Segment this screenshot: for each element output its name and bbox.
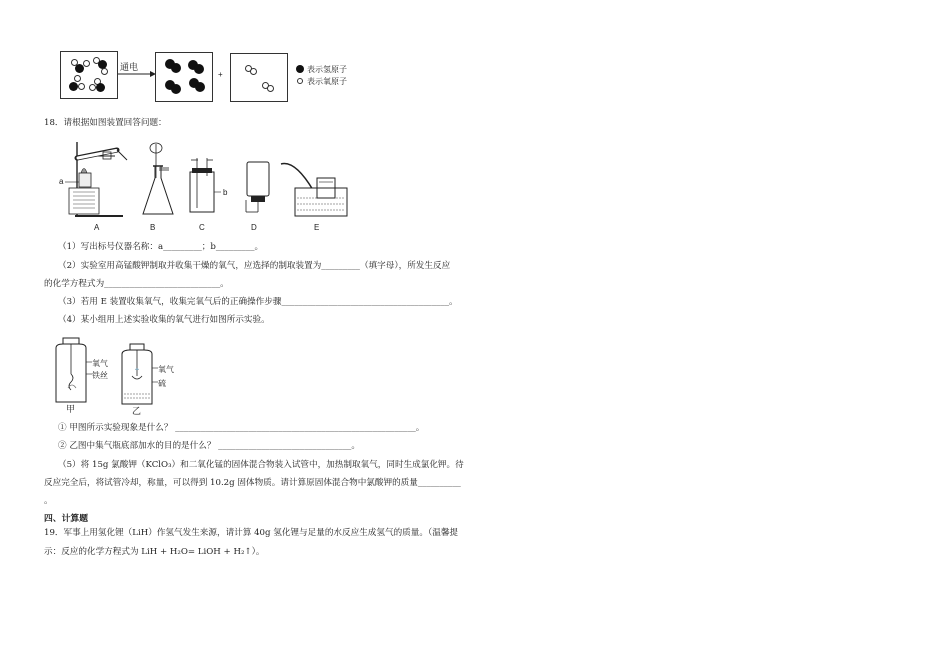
arrow-label: 通电	[120, 62, 139, 72]
q19-line1: 19．军事上用氢化锂（LiH）作氢气发生来源，请计算 40g 氢化锂与足量的水反应生成氢气的质量。（温馨提	[44, 528, 459, 538]
hydrogen-atom-icon	[296, 65, 304, 73]
label-A: A	[94, 223, 100, 232]
q18-part5-line2: 反应完全后，将试管冷却，称量，可以得到 10.2g 固体物质。请计算原固体混合物中氯酸钾的质量__________	[44, 478, 461, 488]
label-B: B	[150, 223, 156, 232]
label-a: a	[59, 177, 64, 186]
q18-sub2: ② 乙图中集气瓶底部加水的目的是什么？ _______________________________。	[58, 441, 360, 451]
q18-part2-line1: （2）实验室用高锰酸钾制取并收集干燥的氧气，应选择的制取装置为_________（填字母），所发生反应	[58, 261, 451, 271]
q19-line2: 示：反应的化学方程式为 LiH + H₂O= LiOH + H₂↑）。	[44, 547, 265, 557]
label-C: C	[199, 223, 205, 232]
yi-metal-label: 硫	[158, 379, 166, 388]
oxygen-atom-icon	[297, 78, 303, 84]
jia-wire-label: 铁丝	[92, 371, 108, 380]
yi-gas-label: 氧气	[158, 365, 174, 374]
legend-hydrogen: 表示氢原子	[307, 65, 347, 74]
hydrogen-molecules-box	[155, 52, 213, 102]
q18-part3: （3）若用 E 装置收集氧气，收集完氧气后的正确操作步骤_______________________________________。	[58, 297, 458, 307]
q18-part1: （1）写出标号仪器名称：a_________；b_________。	[58, 242, 264, 252]
jia-name: 甲	[66, 404, 76, 414]
yi-name: 乙	[132, 406, 142, 416]
q18-part2-line2: 的化学方程式为___________________________。	[44, 279, 229, 289]
legend-oxygen: 表示氧原子	[307, 77, 347, 86]
q18-sub1: ① 甲图所示实验现象是什么？ ________________________________________________________。	[58, 423, 425, 433]
jia-gas-label: 氧气	[92, 359, 108, 368]
arrow-icon	[118, 70, 156, 78]
q18-part5-line3: 。	[44, 496, 53, 506]
q18-title: 18．请根据如图装置回答问题：	[44, 118, 167, 128]
label-b: b	[223, 188, 228, 197]
label-D: D	[251, 223, 257, 232]
water-molecules-box	[60, 51, 118, 99]
q18-part4: （4）某小组用上述实验收集的氧气进行如图所示实验。	[58, 315, 270, 325]
reaction-diagram	[0, 0, 400, 110]
plus-sign: +	[218, 70, 223, 79]
section4-heading: 四、计算题	[44, 514, 88, 524]
apparatus-figure	[55, 138, 355, 230]
label-E: E	[314, 223, 320, 232]
oxygen-molecules-box	[230, 53, 288, 102]
q18-part5-line1: （5）将 15g 氯酸钾（KClO₃）和二氧化锰的固体混合物装入试管中，加热制取氧气，同时生成氯化钾。待	[58, 460, 464, 470]
